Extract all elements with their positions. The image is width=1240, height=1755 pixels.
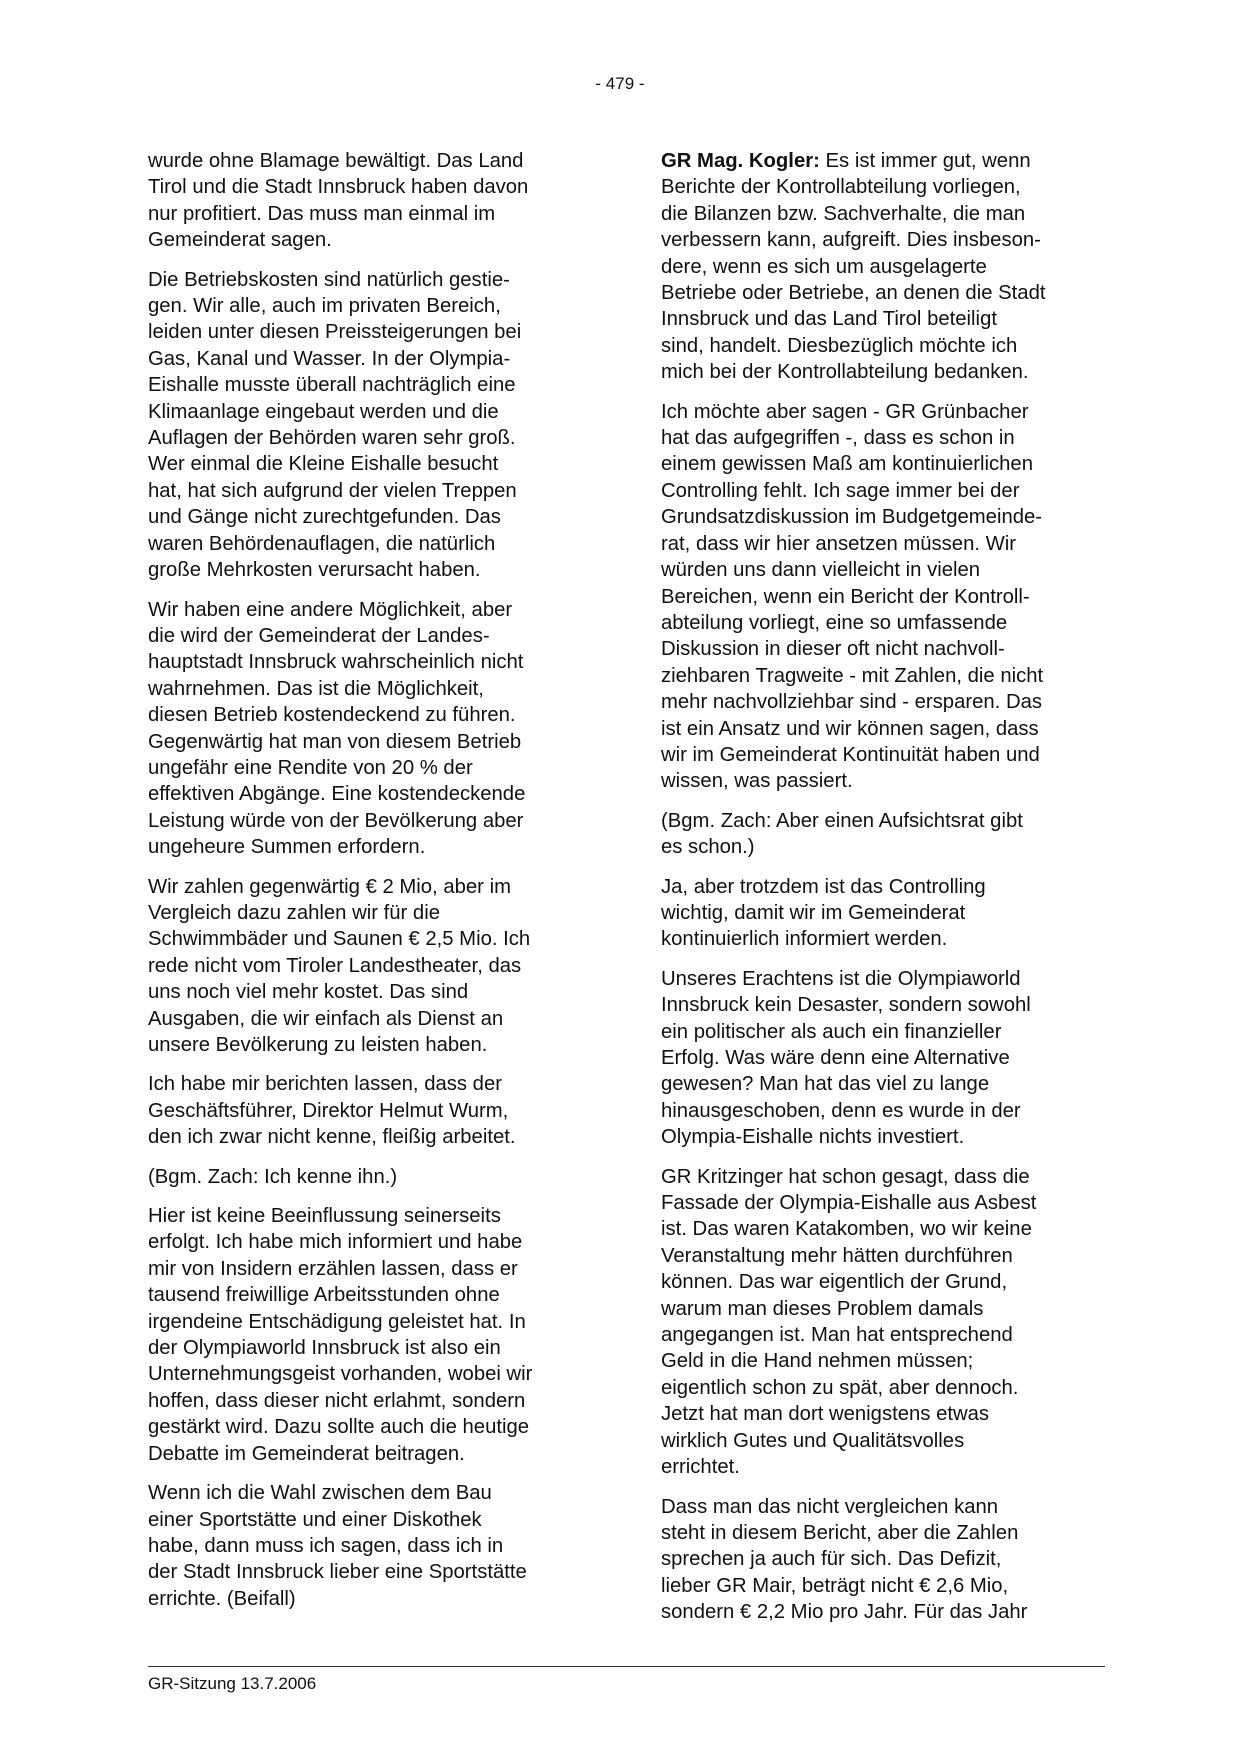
text-line: Wer einmal die Kleine Eishalle besucht (148, 453, 499, 476)
text-line: gen. Wir alle, auch im privaten Bereich, (148, 295, 501, 318)
text-line: nur profitiert. Das muss man einmal im (148, 202, 496, 225)
text-line: Gas, Kanal und Wasser. In der Olympia- (148, 347, 511, 370)
text-line: Diskussion in dieser oft nicht nachvoll- (661, 638, 1005, 661)
text-line: dere, wenn es sich um ausgelagerte (661, 255, 987, 278)
right-paragraph (661, 874, 1105, 953)
text-line: Debatte im Gemeinderat beitragen. (148, 1442, 465, 1465)
text-line: Betriebe oder Betriebe, an denen die Stadt (661, 282, 1046, 305)
text-line: hinausgeschoben, denn es wurde in der (661, 1099, 1021, 1122)
text-line: ungefähr eine Rendite von 20 % der (148, 756, 473, 779)
text-line: hauptstadt Innsbruck wahrscheinlich nicht (148, 651, 524, 674)
text-line: errichte. (Beifall) (148, 1587, 296, 1610)
text-line: Dass man das nicht vergleichen kann (661, 1495, 999, 1518)
text-line: leiden unter diesen Preissteigerungen bei (148, 321, 522, 344)
text-line: Geschäftsführer, Direktor Helmut Wurm, (148, 1099, 509, 1122)
left-column (148, 148, 588, 1625)
paragraph-speaker-kogler (661, 148, 1105, 386)
text-line: uns noch viel mehr kostet. Das sind (148, 981, 469, 1004)
text-line: Controlling fehlt. Ich sage immer bei der (661, 479, 1020, 502)
text-line: Ja, aber trotzdem ist das Controlling (661, 875, 986, 898)
text-line: Berichte der Kontrollabteilung vorliegen, (661, 176, 1021, 199)
text-line: die wird der Gemeinderat der Landes- (148, 624, 490, 647)
text-line: Hier ist keine Beeinflussung seinerseits (148, 1205, 501, 1228)
left-paragraph (148, 874, 588, 1059)
text-line: Innsbruck kein Desaster, sondern sowohl (661, 994, 1031, 1017)
text-line: abteilung vorliegt, eine so umfassende (661, 611, 1008, 634)
text-line: Ich habe mir berichten lassen, dass der (148, 1073, 502, 1096)
text-line: kontinuierlich informiert werden. (661, 928, 948, 951)
text-line: sondern € 2,2 Mio pro Jahr. Für das Jahr (661, 1601, 1028, 1624)
text-line: lieber GR Mair, beträgt nicht € 2,6 Mio, (661, 1574, 1009, 1597)
text-line: Die Betriebskosten sind natürlich gestie- (148, 268, 510, 291)
right-paragraph (661, 1164, 1105, 1481)
right-paragraph (661, 1494, 1105, 1626)
text-line: Gemeinderat sagen. (148, 229, 332, 252)
text-line: es schon.) (661, 836, 755, 859)
text-line (661, 148, 1105, 174)
text-line: ziehbaren Tragweite - mit Zahlen, die nicht (661, 664, 1044, 687)
right-paragraph (661, 399, 1105, 795)
left-paragraph (148, 267, 588, 584)
left-paragraph (148, 1203, 588, 1467)
left-paragraph (148, 148, 588, 254)
text-line: Erfolg. Was wäre denn eine Alternative (661, 1047, 1010, 1069)
text-line: wurde ohne Blamage bewältigt. Das Land (148, 150, 524, 172)
speaker-name: GR Mag. Kogler: (661, 150, 820, 172)
text-line: ist ein Ansatz und wir können sagen, dass (661, 717, 1039, 740)
text-line: diesen Betrieb kostendeckend zu führen. (148, 704, 516, 727)
text-line: rede nicht vom Tiroler Landestheater, das (148, 954, 522, 977)
text-line: Veranstaltung mehr hätten durchführen (661, 1244, 1013, 1267)
text-line: hoffen, dass dieser nicht erlahmt, sondern (148, 1389, 526, 1412)
text-line: wirklich Gutes und Qualitätsvolles (661, 1429, 965, 1452)
text-line: Wenn ich die Wahl zwischen dem Bau (148, 1482, 492, 1505)
text-line: wahrnehmen. Das ist die Möglichkeit, (148, 677, 484, 700)
text-line: (Bgm. Zach: Ich kenne ihn.) (148, 1165, 398, 1188)
text-line: mehr nachvollziehbar sind - ersparen. Das (661, 691, 1043, 714)
text-line: Vergleich dazu zahlen wir für die (148, 901, 440, 924)
text-line: Wir zahlen gegenwärtig € 2 Mio, aber im (148, 875, 511, 898)
text-line: den ich zwar nicht kenne, fleißig arbeitet. (148, 1126, 516, 1149)
text-line: große Mehrkosten verursacht haben. (148, 559, 481, 582)
text-line: Innsbruck und das Land Tirol beteiligt (661, 308, 997, 331)
right-paragraph (661, 966, 1105, 1151)
text-line: mir von Insidern erzählen lassen, dass er (148, 1257, 518, 1280)
text-line: tausend freiwillige Arbeitsstunden ohne (148, 1284, 500, 1307)
text-line: (Bgm. Zach: Aber einen Aufsichtsrat gibt (661, 809, 1023, 832)
text-line: errichtet. (661, 1456, 740, 1479)
text-line: verbessern kann, aufgreift. Dies insbeson- (661, 229, 1041, 252)
text-line: ungeheure Summen erfordern. (148, 836, 426, 859)
text-line: Gegenwärtig hat man von diesem Betrieb (148, 730, 522, 753)
text-line: und Gänge nicht zurechtgefunden. Das (148, 506, 501, 529)
text-line: effektiven Abgänge. Eine kostendeckende (148, 783, 526, 806)
text-line: wissen, was passiert. (661, 770, 853, 793)
right-paragraph (661, 808, 1105, 861)
text-line: Geld in die Hand nehmen müssen; (661, 1350, 974, 1373)
right-column (661, 148, 1105, 1639)
text-line: hat das aufgegriffen -, dass es schon in (661, 427, 1015, 450)
text-line: erfolgt. Ich habe mich informiert und habe (148, 1231, 523, 1254)
left-paragraph (148, 1480, 588, 1612)
text-line: angegangen ist. Man hat entsprechend (661, 1324, 1013, 1347)
text-line: würden uns dann vielleicht in vielen (661, 559, 981, 582)
text-line: Grundsatzdiskussion im Budgetgemeinde- (661, 506, 1043, 529)
text-line: mich bei der Kontrollabteilung bedanken. (661, 361, 1029, 384)
right-paragraphs (661, 399, 1105, 1626)
text-line: Wir haben eine andere Möglichkeit, aber (148, 598, 513, 621)
text-line: können. Das war eigentlich der Grund, (661, 1271, 1008, 1294)
text-line: waren Behördenauflagen, die natürlich (148, 532, 496, 555)
text-line: GR Kritzinger hat schon gesagt, dass die (661, 1165, 1030, 1188)
left-paragraph (148, 1164, 588, 1190)
left-paragraph (148, 1071, 588, 1150)
text-line: sind, handelt. Diesbezüglich möchte ich (661, 334, 1018, 357)
text-line: die Bilanzen bzw. Sachverhalte, die man (661, 202, 1026, 225)
text-line: steht in diesem Bericht, aber die Zahlen (661, 1521, 1019, 1544)
text-line: Eishalle musste überall nachträglich eine (148, 374, 516, 397)
text-line: Ausgaben, die wir einfach als Dienst an (148, 1007, 504, 1030)
text-line: ein politischer als auch ein finanzieller (661, 1020, 1002, 1043)
text-line: Fassade der Olympia-Eishalle aus Asbest (661, 1192, 1037, 1215)
text-line: eigentlich schon zu spät, aber dennoch. (661, 1376, 1019, 1399)
text-line: einer Sportstätte und einer Diskothek (148, 1508, 482, 1531)
text-line: gestärkt wird. Dazu sollte auch die heutige (148, 1416, 530, 1439)
left-paragraph (148, 597, 588, 861)
text-line: Klimaanlage eingebaut werden und die (148, 400, 499, 423)
text-line: Olympia-Eishalle nichts investiert. (661, 1126, 965, 1149)
text-line: Auflagen der Behörden waren sehr groß. (148, 427, 516, 450)
text-line: Jetzt hat man dort wenigstens etwas (661, 1403, 990, 1426)
footer-rule (148, 1666, 1105, 1667)
text-line: einem gewissen Maß am kontinuierlichen (661, 453, 1033, 476)
text-line: hat, hat sich aufgrund der vielen Treppen (148, 479, 517, 502)
text-line: wir im Gemeinderat Kontinuität haben und (661, 743, 1040, 766)
text-line: wichtig, damit wir im Gemeinderat (661, 901, 966, 924)
text-line: sprechen ja auch für sich. Das Defizit, (661, 1548, 1002, 1571)
text-line: der Stadt Innsbruck lieber eine Sportstätte (148, 1561, 527, 1584)
text-line: Schwimmbäder und Saunen € 2,5 Mio. Ich (148, 928, 531, 951)
text-line: gewesen? Man hat das viel zu lange (661, 1073, 990, 1096)
text-line: habe, dann muss ich sagen, dass ich in (148, 1534, 504, 1557)
text-line: Unternehmungsgeist vorhanden, wobei wir (148, 1363, 533, 1386)
text-line: Leistung würde von der Bevölkerung aber (148, 809, 524, 832)
text-line: ist. Das waren Katakomben, wo wir keine (661, 1218, 1032, 1241)
text-line: warum man dieses Problem damals (661, 1297, 984, 1320)
text-line: der Olympiaworld Innsbruck ist also ein (148, 1337, 501, 1360)
text-line: rat, dass wir hier ansetzen müssen. Wir (661, 532, 1017, 555)
footer-session-date: GR-Sitzung 13.7.2006 (148, 1674, 317, 1693)
speaker-line-text: Es ist immer gut, wenn (819, 150, 1031, 172)
text-line: unsere Bevölkerung zu leisten haben. (148, 1034, 488, 1056)
text-line: irgendeine Entschädigung geleistet hat. In (148, 1310, 526, 1333)
text-line: Ich möchte aber sagen - GR Grünbacher (661, 400, 1029, 423)
page-number: - 479 - (595, 74, 645, 93)
text-line: Unseres Erachtens ist die Olympiaworld (661, 967, 1021, 990)
text-line: Tirol und die Stadt Innsbruck haben davon (148, 176, 529, 199)
text-line: Bereichen, wenn ein Bericht der Kontroll- (661, 585, 1030, 608)
